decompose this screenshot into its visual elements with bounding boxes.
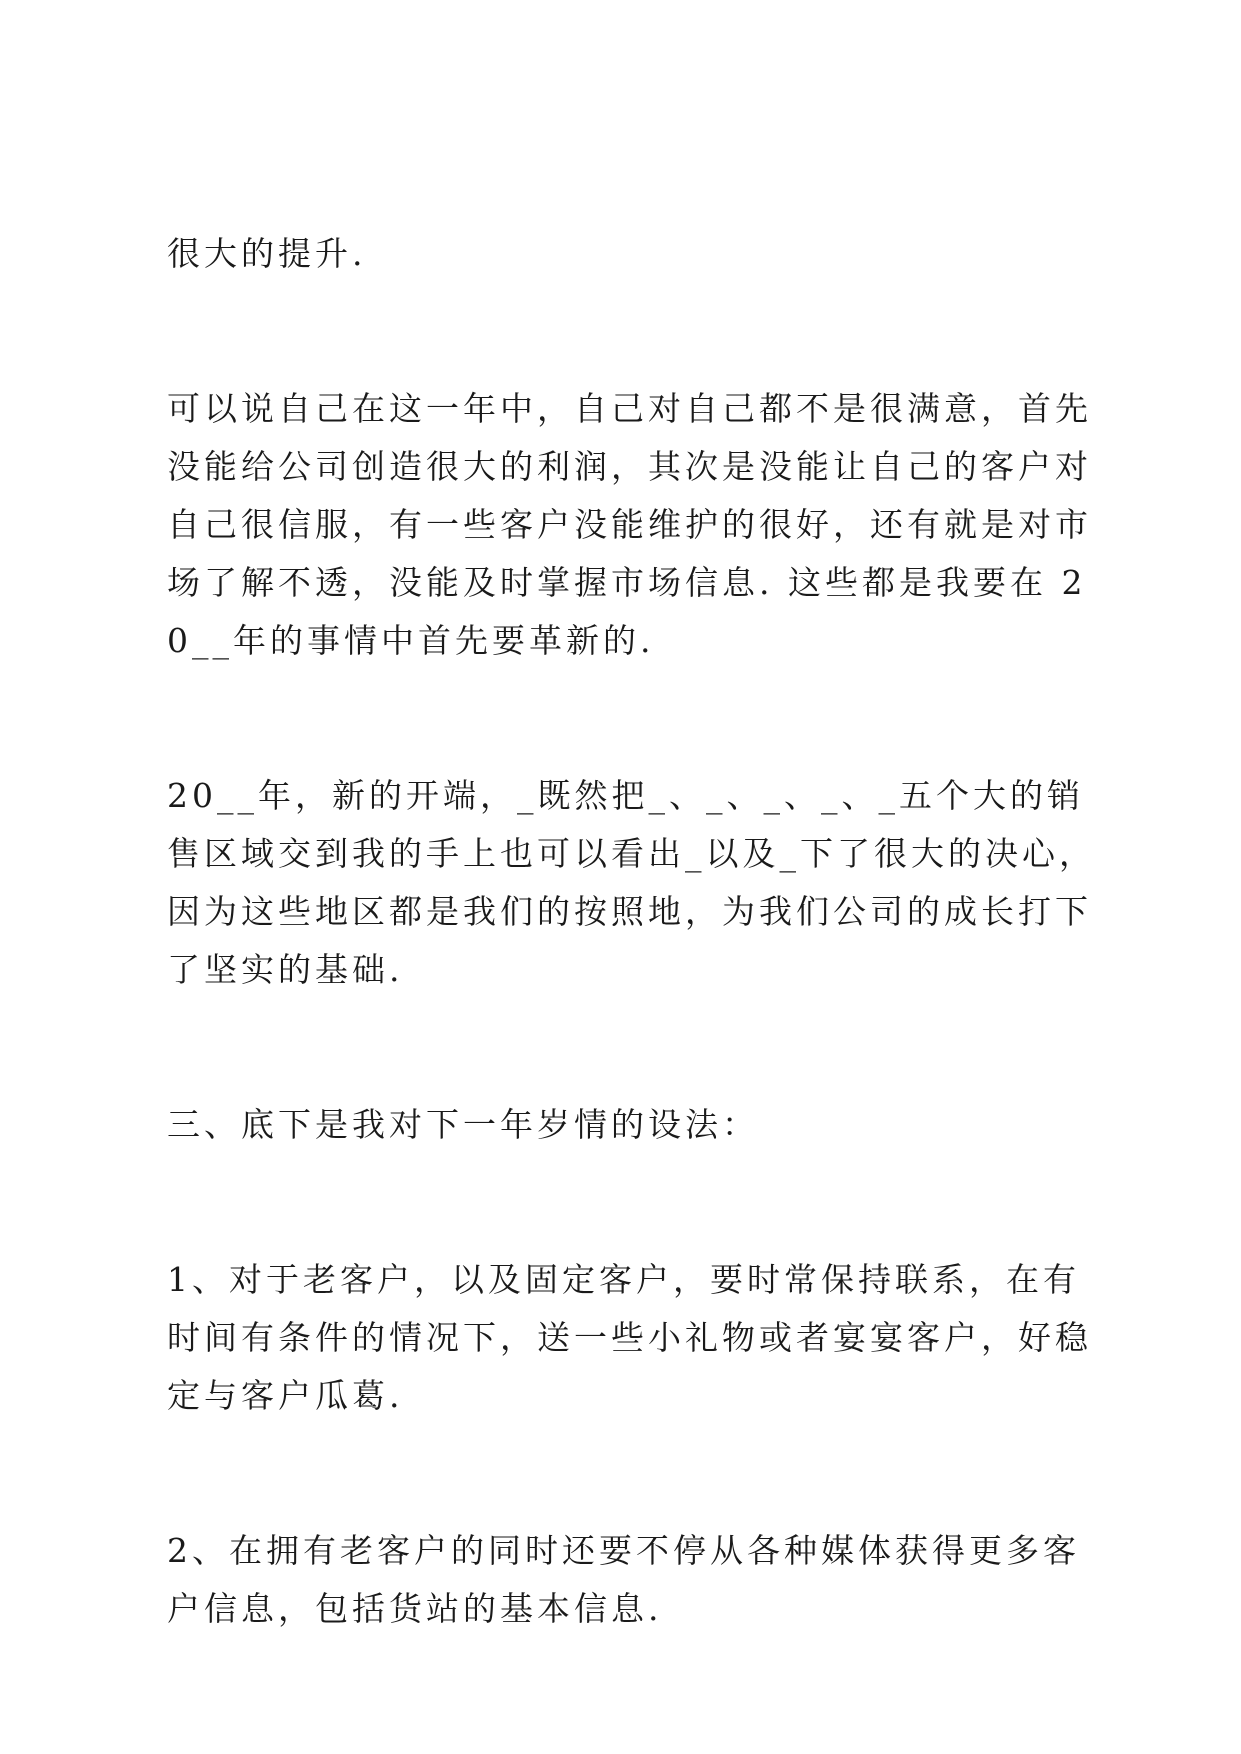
list-item-1: 1、对于老客户，以及固定客户，要时常保持联系，在有时间有条件的情况下，送一些小礼物或者宴宴客户，好稳定与客户瓜葛. xyxy=(167,1260,1092,1415)
paragraph-2: 可以说自己在这一年中，自己对自己都不是很满意，首先没能给公司创造很大的利润，其次是没能让自己的客户对自己很信服，有一些客户没能维护的很好，还有就是对市场了解不透，没能及时掌握市场信息. 这些都是我要在 20__年的事情中首先要革新的. xyxy=(167,389,1092,660)
paragraph-3: 20__年，新的开端，_既然把_、_、_、_、_五个大的销售区域交到我的手上也可以看出_以及_下了很大的决心，因为这些地区都是我们的按照地，为我们公司的成长打下了坚实的基础. xyxy=(167,776,1096,989)
document-body xyxy=(167,225,1107,1638)
paragraph-1: 很大的提升. xyxy=(167,234,367,273)
list-item-2: 2、在拥有老客户的同时还要不停从各种媒体获得更多客户信息，包括货站的基本信息. xyxy=(167,1531,1080,1628)
section-heading: 三、底下是我对下一年岁情的设法： xyxy=(167,1105,759,1144)
